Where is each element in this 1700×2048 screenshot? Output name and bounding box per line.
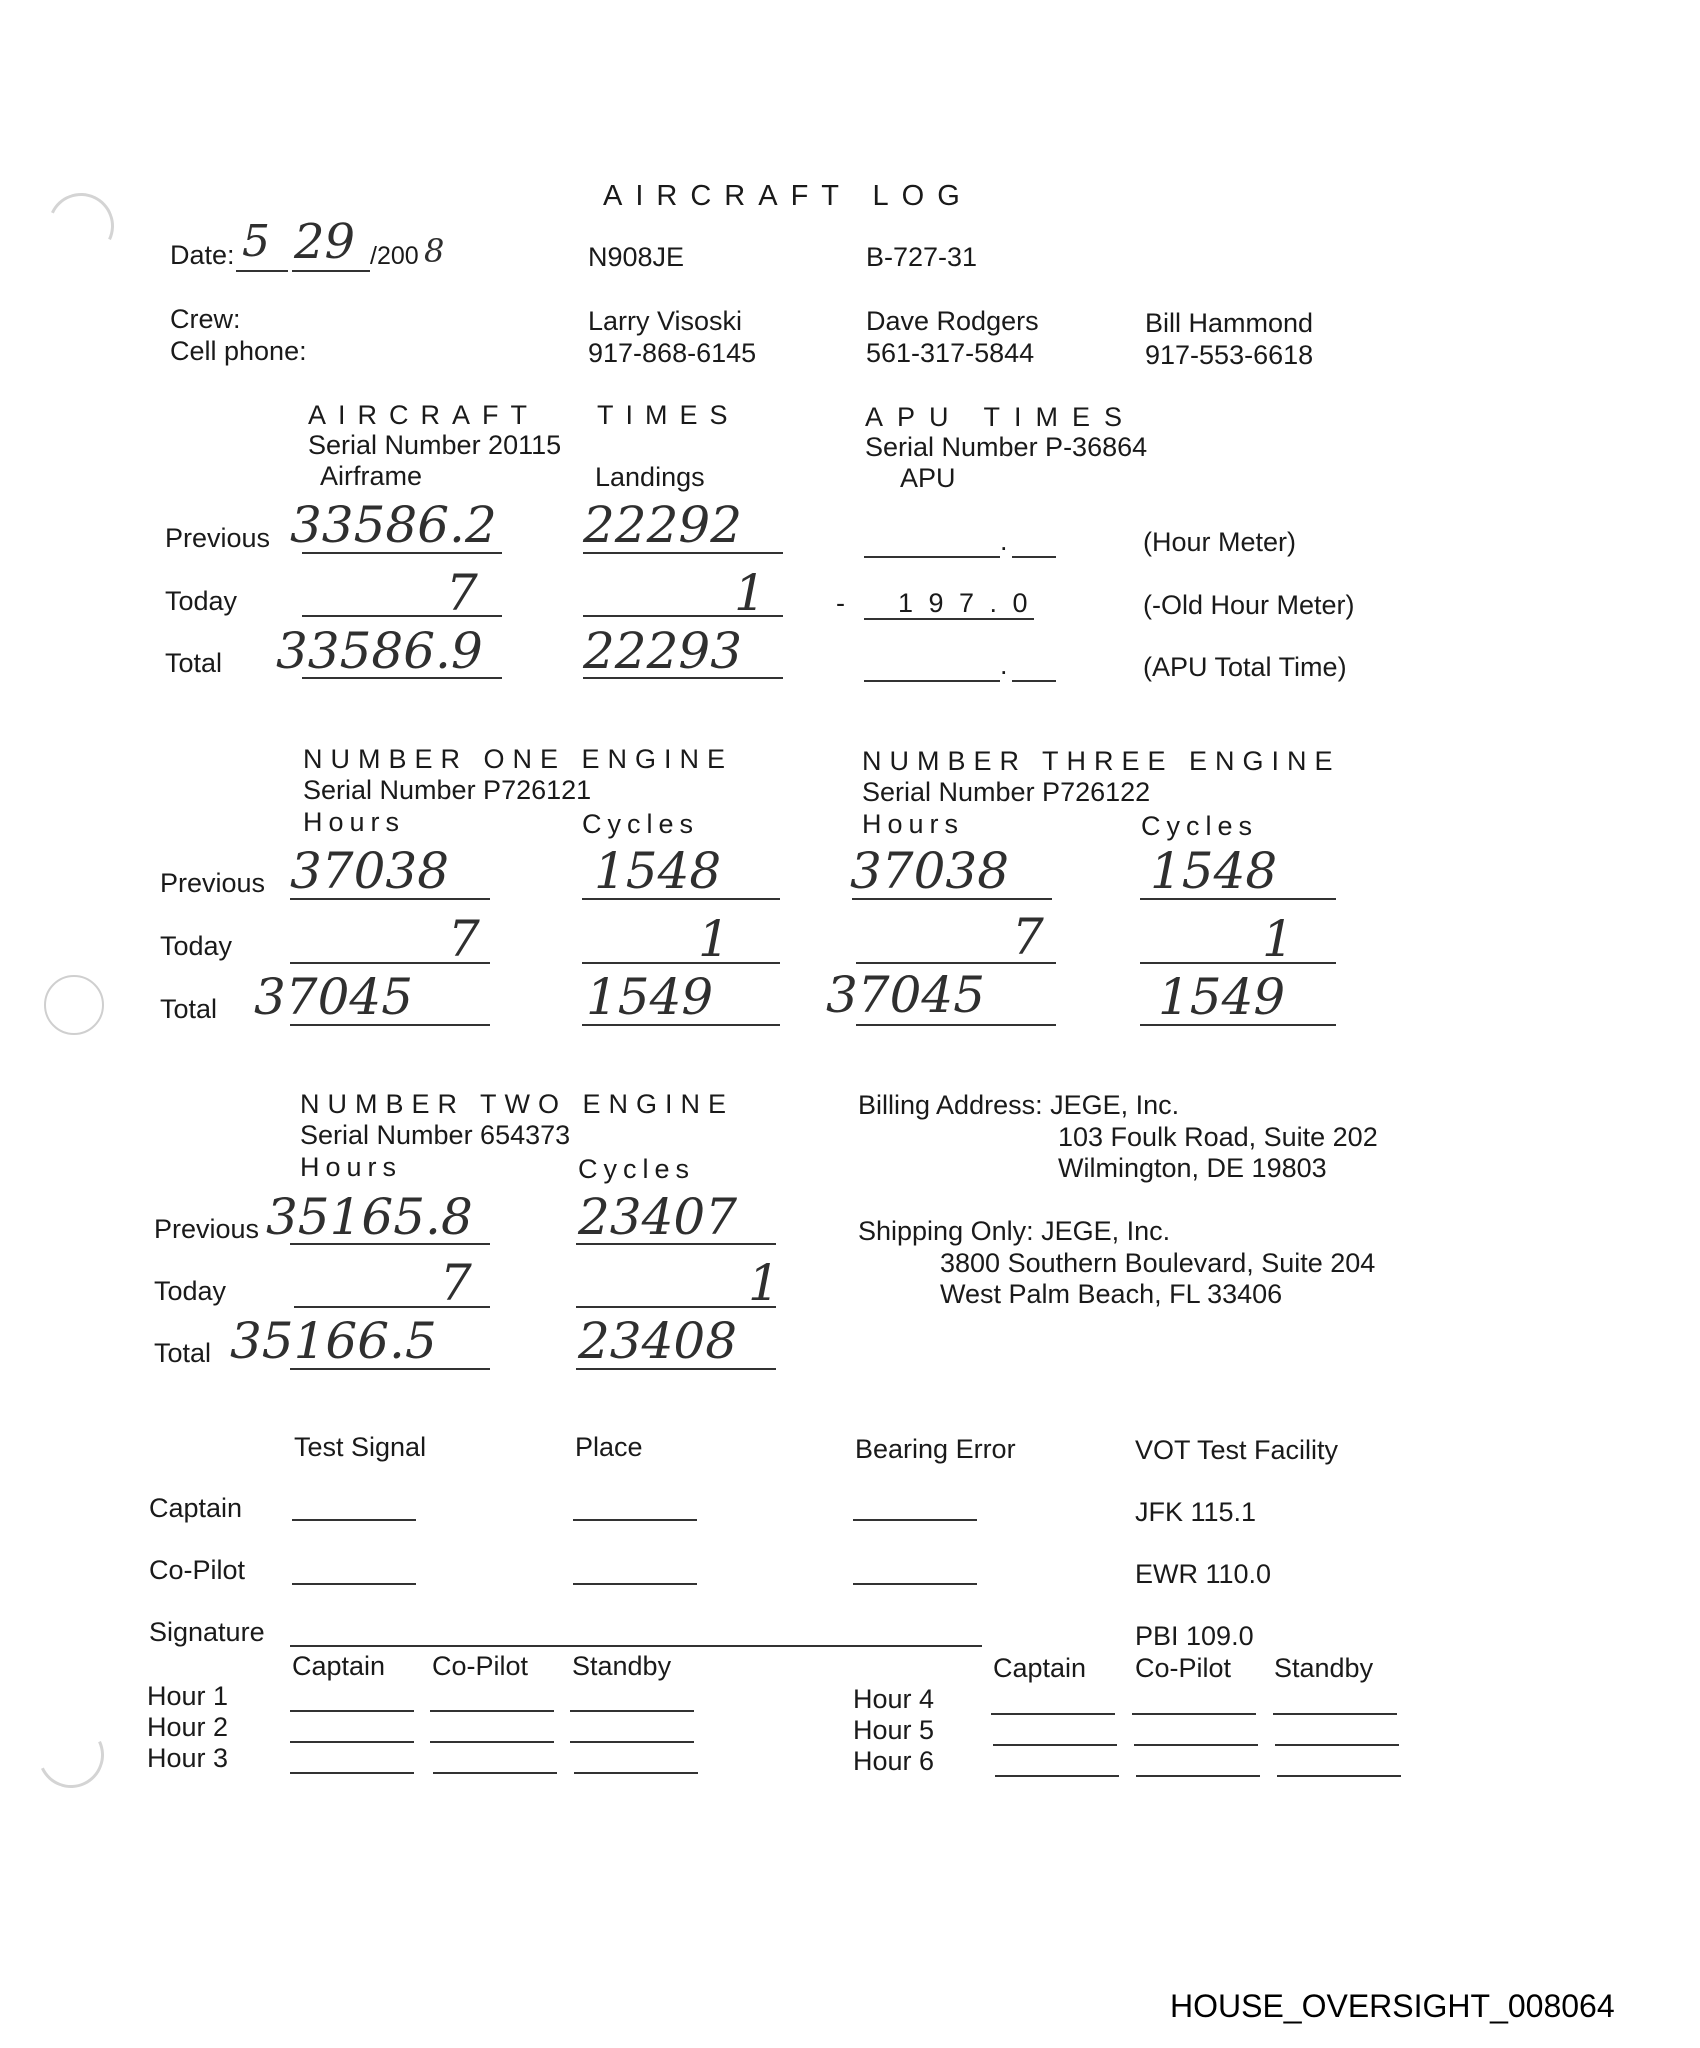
hour-1-label: Hour 1 xyxy=(147,1681,229,1711)
right-captain-col: Captain xyxy=(993,1653,1087,1683)
engine-13-today-label: Today xyxy=(160,931,233,961)
e3-hours-total-line xyxy=(856,1024,1056,1026)
copilot-signal-line[interactable] xyxy=(292,1583,416,1585)
captain-place-line[interactable] xyxy=(573,1519,697,1521)
hour-3-label: Hour 3 xyxy=(147,1743,229,1773)
hour-1-captain-line[interactable] xyxy=(290,1710,414,1712)
vot-copilot-label: Co-Pilot xyxy=(149,1555,246,1585)
landings-today: 1 xyxy=(734,564,766,622)
date-day: 29 xyxy=(294,214,356,270)
apu-hour-meter-decimal: . xyxy=(1000,526,1008,556)
hour-6-captain-line[interactable] xyxy=(995,1775,1119,1777)
engine-two-heading: NUMBER TWO ENGINE xyxy=(300,1089,735,1119)
date-year: /200 xyxy=(370,242,419,270)
e1-hours-today: 7 xyxy=(448,910,480,968)
landings-total: 22293 xyxy=(583,622,743,680)
airframe-previous: 33586.2 xyxy=(290,496,497,554)
hour-5-copilot-line[interactable] xyxy=(1134,1744,1258,1746)
engine-three-heading: NUMBER THREE ENGINE xyxy=(862,746,1341,776)
shipping-label: Shipping Only: JEGE, Inc. xyxy=(858,1216,1171,1246)
left-captain-col: Captain xyxy=(292,1651,386,1681)
e3-hours-total: 37045 xyxy=(826,966,986,1024)
engine-three-hours-label: Hours xyxy=(862,809,965,839)
e3-cycles-total: 1549 xyxy=(1158,968,1286,1026)
hour-1-standby-line[interactable] xyxy=(570,1710,694,1712)
engine-one-cycles-label: Cycles xyxy=(582,809,700,839)
e2-cycles-total: 23408 xyxy=(578,1312,738,1370)
apu-minus-sign: - xyxy=(836,588,845,618)
hour-2-label: Hour 2 xyxy=(147,1712,229,1742)
date-label: Date: xyxy=(170,240,235,270)
e2-hours-previous: 35165.8 xyxy=(266,1188,473,1246)
vot-captain-label: Captain xyxy=(149,1493,243,1523)
hour-6-copilot-line[interactable] xyxy=(1136,1775,1260,1777)
facility-ewr: EWR 110.0 xyxy=(1135,1559,1272,1589)
engine-three-serial: Serial Number P726122 xyxy=(862,777,1151,807)
hour-2-copilot-line[interactable] xyxy=(430,1741,554,1743)
hour-6-standby-line[interactable] xyxy=(1277,1775,1401,1777)
e3-cycles-previous: 1548 xyxy=(1150,842,1278,900)
apu-heading: APU TIMES xyxy=(865,402,1137,432)
test-signal-col: Test Signal xyxy=(294,1432,427,1462)
hour-4-standby-line[interactable] xyxy=(1273,1713,1397,1715)
e3-hours-previous: 37038 xyxy=(850,842,1010,900)
hour-1-copilot-line[interactable] xyxy=(430,1710,554,1712)
bates-number: HOUSE_OVERSIGHT_008064 xyxy=(1170,1988,1615,2024)
landings-previous: 22292 xyxy=(583,496,743,554)
engine-one-hours-label: Hours xyxy=(303,807,406,837)
date-year-hand: 8 xyxy=(424,232,445,270)
e2-hours-today: 7 xyxy=(440,1254,472,1312)
engine-two-hours-label: Hours xyxy=(300,1152,403,1182)
vot-facility-col: VOT Test Facility xyxy=(1135,1435,1339,1465)
crew-phone-2: 561-317-5844 xyxy=(866,338,1035,368)
left-copilot-col: Co-Pilot xyxy=(432,1651,529,1681)
date-month: 5 xyxy=(242,216,270,267)
facility-pbi: PBI 109.0 xyxy=(1135,1621,1254,1651)
e2-cycles-today-line xyxy=(576,1306,776,1308)
hour-3-copilot-line[interactable] xyxy=(433,1772,557,1774)
apu-note-old-meter: (-Old Hour Meter) xyxy=(1143,590,1355,620)
shipping-line-2: West Palm Beach, FL 33406 xyxy=(940,1279,1283,1309)
hour-2-captain-line[interactable] xyxy=(290,1741,414,1743)
engine-one-heading: NUMBER ONE ENGINE xyxy=(303,744,734,774)
e2-cycles-previous: 23407 xyxy=(578,1188,738,1246)
landings-col-label: Landings xyxy=(595,462,705,492)
hour-5-captain-line[interactable] xyxy=(993,1744,1117,1746)
apu-total-line xyxy=(864,680,1000,682)
hour-3-captain-line[interactable] xyxy=(290,1772,414,1774)
apu-total-tenths-line xyxy=(1012,680,1056,682)
copilot-error-line[interactable] xyxy=(853,1583,977,1585)
hour-4-captain-line[interactable] xyxy=(991,1713,1115,1715)
aircraft-today-label: Today xyxy=(165,586,238,616)
airframe-col-label: Airframe xyxy=(320,461,423,491)
signature-label: Signature xyxy=(149,1617,265,1647)
engine-13-previous-label: Previous xyxy=(160,868,266,898)
e1-cycles-today-line xyxy=(582,962,780,964)
apu-total-decimal: . xyxy=(1000,650,1008,680)
crew-name-1: Larry Visoski xyxy=(588,306,743,336)
hour-2-standby-line[interactable] xyxy=(570,1741,694,1743)
e1-hours-previous: 37038 xyxy=(290,842,450,900)
engine-2-total-label: Total xyxy=(154,1338,212,1368)
aircraft-model: B-727-31 xyxy=(866,242,978,272)
crew-name-3: Bill Hammond xyxy=(1145,308,1314,338)
captain-error-line[interactable] xyxy=(853,1519,977,1521)
right-copilot-col: Co-Pilot xyxy=(1135,1653,1232,1683)
engine-three-cycles-label: Cycles xyxy=(1141,811,1259,841)
date-month-line xyxy=(236,270,288,272)
facility-jfk: JFK 115.1 xyxy=(1135,1497,1257,1527)
bearing-error-col: Bearing Error xyxy=(855,1434,1016,1464)
billing-line-2: Wilmington, DE 19803 xyxy=(1058,1153,1327,1183)
copilot-place-line[interactable] xyxy=(573,1583,697,1585)
aircraft-serial: Serial Number 20115 xyxy=(308,430,562,460)
hour-5-standby-line[interactable] xyxy=(1275,1744,1399,1746)
hour-6-label: Hour 6 xyxy=(853,1746,935,1776)
aircraft-heading: AIRCRAFT xyxy=(308,400,539,430)
hour-3-standby-line[interactable] xyxy=(574,1772,698,1774)
engine-2-previous-label: Previous xyxy=(154,1214,260,1244)
apu-hour-meter-line xyxy=(864,556,1000,558)
billing-line-1: 103 Foulk Road, Suite 202 xyxy=(1058,1122,1378,1152)
binder-hole-bottom xyxy=(29,1713,114,1798)
left-standby-col: Standby xyxy=(572,1651,672,1681)
e2-hours-total: 35166.5 xyxy=(230,1312,437,1370)
apu-note-total-time: (APU Total Time) xyxy=(1143,652,1347,682)
e1-cycles-today: 1 xyxy=(698,910,730,968)
apu-col-label: APU xyxy=(900,463,956,493)
place-col: Place xyxy=(575,1432,643,1462)
apu-serial: Serial Number P-36864 xyxy=(865,432,1148,462)
engine-2-today-label: Today xyxy=(154,1276,227,1306)
crew-label: Crew: xyxy=(170,304,241,334)
engine-13-total-label: Total xyxy=(160,994,218,1024)
engine-one-serial: Serial Number P726121 xyxy=(303,775,592,805)
binder-hole-top xyxy=(39,184,124,269)
aircraft-previous-label: Previous xyxy=(165,523,271,553)
crew-phone-1: 917-868-6145 xyxy=(588,338,757,368)
hour-4-label: Hour 4 xyxy=(853,1684,935,1714)
times-heading: TIMES xyxy=(597,400,740,430)
shipping-line-1: 3800 Southern Boulevard, Suite 204 xyxy=(940,1248,1376,1278)
hour-4-copilot-line[interactable] xyxy=(1132,1713,1256,1715)
right-standby-col: Standby xyxy=(1274,1653,1374,1683)
airframe-today: 7 xyxy=(446,564,478,622)
crew-phone-3: 917-553-6618 xyxy=(1145,340,1314,370)
e1-cycles-total: 1549 xyxy=(586,968,714,1026)
signature-line[interactable] xyxy=(290,1645,982,1647)
cell-phone-label: Cell phone: xyxy=(170,336,307,366)
apu-hour-meter-tenths-line xyxy=(1012,556,1056,558)
e3-hours-today: 7 xyxy=(1012,908,1044,966)
e1-cycles-previous: 1548 xyxy=(594,842,722,900)
engine-two-serial: Serial Number 654373 xyxy=(300,1120,571,1150)
engine-two-cycles-label: Cycles xyxy=(578,1154,696,1184)
crew-name-2: Dave Rodgers xyxy=(866,306,1039,336)
e1-hours-total: 37045 xyxy=(254,968,414,1026)
e3-cycles-today: 1 xyxy=(1262,910,1294,968)
hour-5-label: Hour 5 xyxy=(853,1715,935,1745)
captain-signal-line[interactable] xyxy=(292,1519,416,1521)
e2-cycles-today: 1 xyxy=(748,1254,780,1312)
apu-old-meter-value: 1 9 7 . 0 xyxy=(898,588,1032,618)
binder-hole-middle xyxy=(44,975,104,1035)
apu-note-hour-meter: (Hour Meter) xyxy=(1143,527,1297,557)
aircraft-total-label: Total xyxy=(165,648,223,678)
tail-number: N908JE xyxy=(588,242,685,272)
date-day-line xyxy=(292,270,370,272)
airframe-total: 33586.9 xyxy=(276,622,483,680)
e3-cycles-today-line xyxy=(1140,962,1336,964)
log-title: AIRCRAFT LOG xyxy=(603,180,973,212)
billing-label: Billing Address: JEGE, Inc. xyxy=(858,1090,1180,1120)
